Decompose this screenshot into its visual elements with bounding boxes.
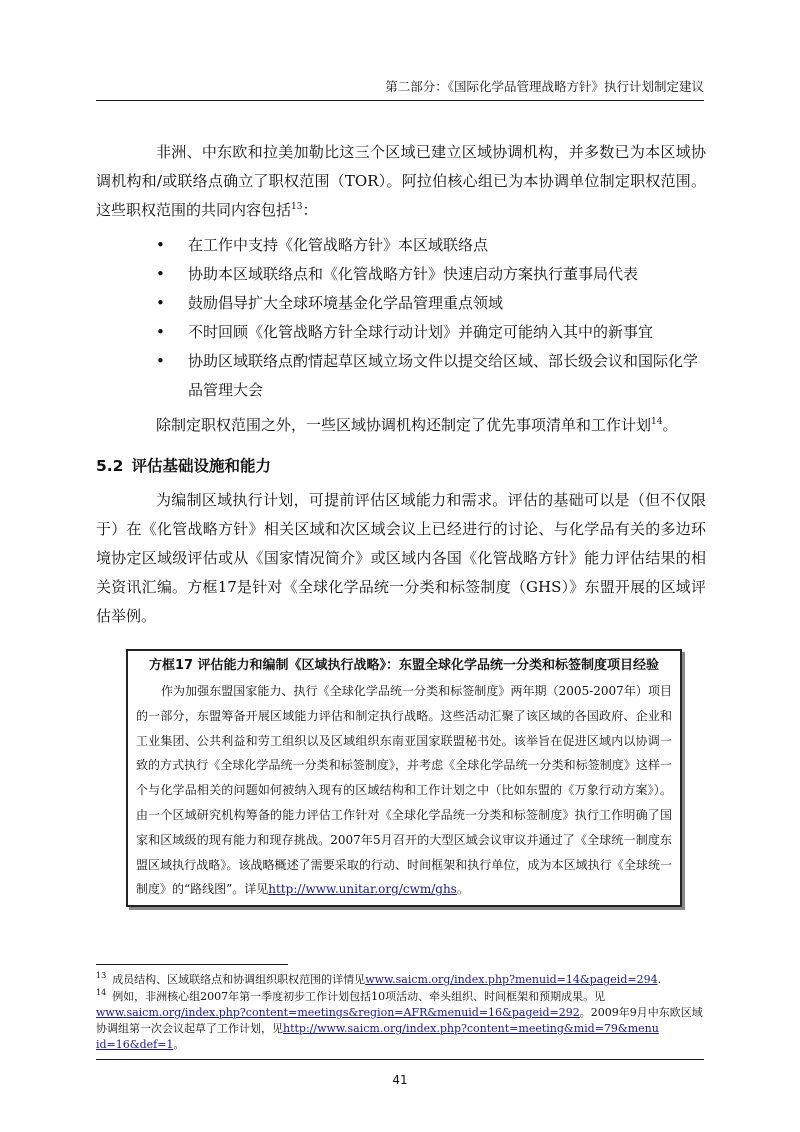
footnote-13: $^{13}$ 成员结构、区域联络点和协调组织职权范围的详情见www.saicm.org/index.php?menuid=14&pageid=294.	[96, 971, 662, 986]
box-body: 作为加强东盟国家能力、执行《全球化学品统一分类和标签制度》两年期（2005-2007年）项目的一部分，东盟筹备开展区域能力评估和制定执行战略。这些活动汇聚了该区域的各国政府、企业和工业集团、公共利益和劳工组织以及区域组织东南亚国家联盟秘书处。该举旨在促进区域内以协调一致的方式执行《全球化学品统一分类和标签制度》，并考虑《全球化学品统一分类和标签制度》这样一个与化学品相关的问题如何被纳入现有的区域结构和工作计划之中（比如东盟的《万象行动方案》）。由一个区域研究机构筹备的能力评估工作针对《全球化学品统一分类和标签制度》执行工作明确了国家和区域级的现有能力和现存挑战。2007年5月召开的大型区域会议审议并通过了《全球统一制度东盟区域执行战略》。该战略概述了需要采取的行动、时间框架和执行单位，成为本区域执行《全球统一制度》的“路线图”。详见http://www.unitar.org/cwm/ghs。	[136, 684, 672, 897]
footnote-14-link[interactable]: www.saicm.org/index.php?content=meetings&region=AFR&menuid=16&pageid=292	[96, 1006, 580, 1019]
section-paragraph: 为编制区域执行计划，可提前评估区域能力和需求。评估的基础可以是（但不仅限于）在《化管战略方针》相关区域和次区域会议上已经进行的讨论、与化学品有关的多边环境协定区域级评估或从《国家情况简介》或区域内各国《化管战略方针》能力评估结果的相关资讯汇编。方框17是针对《全球化学品统一分类和标签制度（GHS）》东盟开展的区域评估举例。	[96, 491, 706, 625]
footnote-13-link[interactable]: www.saicm.org/index.php?menuid=14&pageid=294	[365, 973, 658, 986]
list-item: • 不时回顾《化管战略方针全球行动计划》并确定可能纳入其中的新事宜	[96, 318, 706, 347]
page-number: 41	[392, 1073, 408, 1087]
bullet-list	[96, 231, 706, 405]
case-study-box	[126, 649, 682, 907]
footnote-ref-14[interactable]: 14	[651, 417, 663, 427]
bottom-divider	[96, 1059, 704, 1060]
footnote-14-link-2[interactable]: http://www.saicm.org/index.php?content=meeting&mid=79&menu id=16&def=1	[96, 1022, 659, 1051]
footnotes	[96, 972, 706, 1054]
section-title: 评估基础设施和能力	[131, 457, 271, 475]
unitar-link[interactable]: http://www.unitar.org/cwm/ghs	[268, 882, 457, 897]
priority-paragraph: 除制定职权范围之外，一些区域协调机构还制定了优先事项清单和工作计划$^{14}$。	[156, 416, 678, 434]
main-body	[96, 138, 706, 637]
list-item: • 协助区域联络点酌情起草区域立场文件以提交给区域、部长级会议和国际化学品管理大会	[96, 347, 706, 405]
intro-paragraph-text: 非洲、中东欧和拉美加勒比这三个区域已建立区域协调机构，并多数已为本区域协调机构和/或联络点确立了职权范围（TOR）。阿拉伯核心组已为本协调单位制定职权范围。这些职权范围的共同内容包括	[96, 143, 706, 219]
list-item: • 鼓励倡导扩大全球环境基金化学品管理重点领域	[96, 289, 706, 318]
running-header: 第二部分：《国际化学品管理战略方针》执行计划制定建议	[96, 77, 704, 101]
section-number: 5.2	[96, 457, 124, 475]
intro-paragraph: 非洲、中东欧和拉美加勒比这三个区域已建立区域协调机构，并多数已为本区域协调机构和/或联络点确立了职权范围（TOR）。阿拉伯核心组已为本协调单位制定职权范围。这些职权范围的共同内容包括$^{13}$：	[96, 143, 706, 219]
footnote-divider	[96, 964, 288, 965]
footnote-ref-13[interactable]: 13	[291, 202, 303, 212]
box-title: 方框17 评估能力和编制《区域执行战略》：东盟全球化学品统一分类和标签制度项目经验	[148, 658, 660, 673]
list-item: • 在工作中支持《化管战略方针》本区域联络点	[96, 231, 706, 260]
list-item: • 协助本区域联络点和《化管战略方针》快速启动方案执行董事局代表	[96, 260, 706, 289]
footnote-14: $^{14}$ 例如，非洲核心组2007年第一季度初步工作计划包括10项活动、牵头组织、时间框架和预期成果。见www.saicm.org/index.php?content=meetings&region=AFR&menuid=16&pageid=292。2009年9月中东欧区域协调组第一次会议起草了工作计划，见http://www.saicm.org/index.php?content=meeting&mid=79&menu id=16&def=1。	[96, 988, 703, 1051]
section-heading	[96, 454, 706, 476]
